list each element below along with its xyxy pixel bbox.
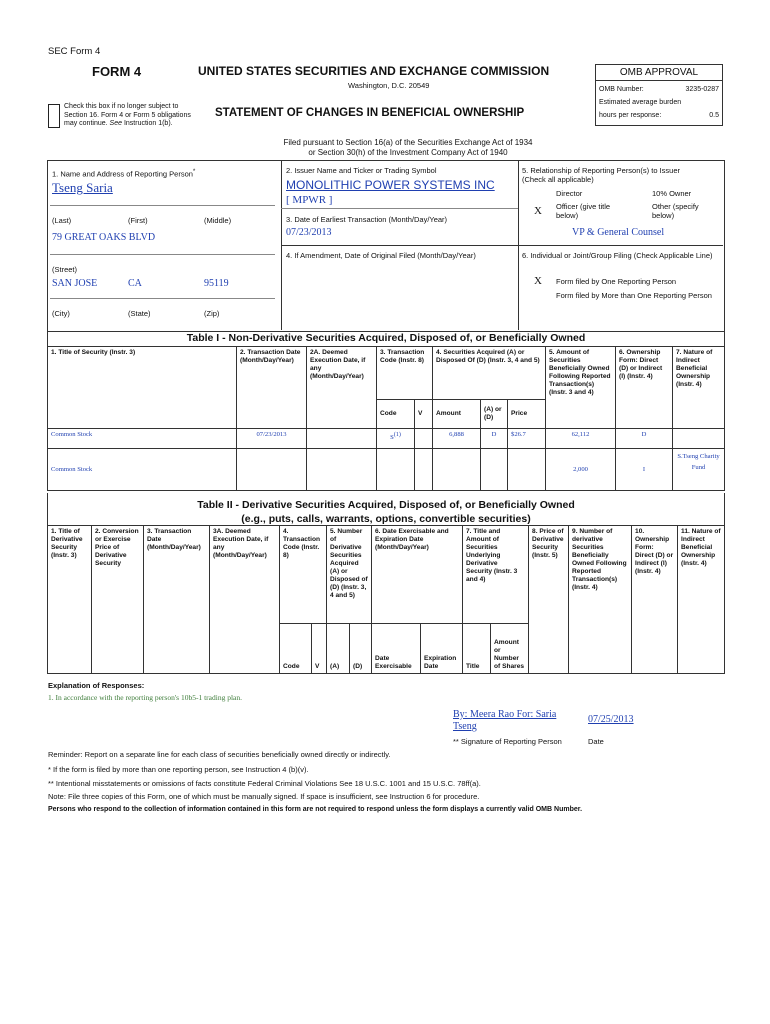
reminder-text: Reminder: Report on a separate line for each class of securities beneficially owned directly or indirectly. xyxy=(48,750,391,759)
footer-note-3: Note: File three copies of this Form, one of which must be manually signed. If space is insufficient, see Instruction 6 for procedure. xyxy=(48,792,480,801)
box1-label: 1. Name and Address of Reporting Person* xyxy=(52,168,196,179)
t1-row2-nature: S.Tseng Charity Fund xyxy=(673,449,725,491)
state-label: (State) xyxy=(128,309,151,318)
t1-header-owned: 5. Amount of Securities Beneficially Owned Following Reported Transaction(s) (Instr. 3 and 4) xyxy=(546,347,616,429)
date-label: Date xyxy=(588,737,604,746)
agency-title: UNITED STATES SECURITIES AND EXCHANGE COMMISSION xyxy=(198,64,550,78)
zip-label: (Zip) xyxy=(204,309,220,318)
street-value: 79 GREAT OAKS BLVD xyxy=(52,232,156,243)
table-row xyxy=(48,429,725,449)
t1-header-title: 1. Title of Security (Instr. 3) xyxy=(48,347,237,429)
t2-header-owned: 9. Number of derivative Securities Beneficially Owned Following Reported Transaction(s) (Instr. 4) xyxy=(569,526,632,674)
city-label: (City) xyxy=(52,309,70,318)
t1-row2-aord xyxy=(481,449,508,491)
middle-label: (Middle) xyxy=(204,216,232,225)
t1-row2-owned: 2,000 xyxy=(546,449,616,491)
t1-row1-code: $S^{(1)}$ xyxy=(377,429,415,449)
box2-label: 2. Issuer Name and Ticker or Trading Symbol xyxy=(286,166,437,175)
t1-row2-title: Common Stock xyxy=(48,449,237,491)
t1-subheader-aord: (A) or (D) xyxy=(481,400,508,429)
signature-label: ** Signature of Reporting Person xyxy=(453,737,562,746)
box5-label: 5. Relationship of Reporting Person(s) to Issuer (Check all applicable) xyxy=(522,166,680,184)
filed-pursuant: Filed pursuant to Section 16(a) of the Securities Exchange Act of 1934 or Section 30(h) of the Investment Company Act of 1940 xyxy=(283,138,533,157)
zip-value: 95119 xyxy=(204,278,229,289)
multiple-persons-label: Form filed by More than One Reporting Person xyxy=(556,291,712,300)
signature: By: Meera Rao For: Saria Tseng xyxy=(453,709,557,732)
t2-subheader-expiration: Expiration Date xyxy=(421,624,463,674)
t2-header-deemed: 3A. Deemed Execution Date, if any (Month/Day/Year) xyxy=(210,526,280,674)
table2 xyxy=(47,525,725,674)
no-longer-subject-checkbox[interactable] xyxy=(48,104,60,128)
state-value: CA xyxy=(128,278,142,289)
omb-number: 3235-0287 xyxy=(685,86,719,93)
t2-subheader-a: (A) xyxy=(327,624,350,674)
t1-subheader-v: V xyxy=(415,400,433,429)
t1-header-nature: 7. Nature of Indirect Beneficial Ownership (Instr. 4) xyxy=(673,347,725,429)
table-row xyxy=(48,449,725,491)
t1-row1-form: D xyxy=(616,429,673,449)
table2-title-bar xyxy=(47,493,725,526)
t1-subheader-amount: Amount xyxy=(433,400,481,429)
box6-label: 6. Individual or Joint/Group Filing (Check Applicable Line) xyxy=(522,251,713,260)
t2-header-conversion: 2. Conversion or Exercise Price of Derivative Security xyxy=(92,526,144,674)
omb-burden-label: Estimated average burden xyxy=(599,99,682,106)
signature-date: 07/25/2013 xyxy=(588,714,634,725)
t1-header-acquired: 4. Securities Acquired (A) or Disposed Of (D) (Instr. 3, 4 and 5) xyxy=(433,347,546,400)
one-person-label: Form filed by One Reporting Person xyxy=(556,277,677,286)
t2-header-exercisable: 6. Date Exercisable and Expiration Date (Month/Day/Year) xyxy=(372,526,463,624)
footer-note-1: * If the form is filed by more than one reporting person, see Instruction 4 (b)(v). xyxy=(48,765,309,774)
t2-subheader-v: V xyxy=(312,624,327,674)
explanation-label: Explanation of Responses: xyxy=(48,681,145,690)
t2-subheader-title: Title xyxy=(463,624,491,674)
t1-row2-price xyxy=(508,449,546,491)
t2-header-date: 3. Transaction Date (Month/Day/Year) xyxy=(144,526,210,674)
first-label: (First) xyxy=(128,216,148,225)
omb-title: OMB APPROVAL xyxy=(596,65,722,81)
omb-number-label: OMB Number: xyxy=(599,86,644,93)
t1-row2-amount xyxy=(433,449,481,491)
issuer-name[interactable]: MONOLITHIC POWER SYSTEMS INC xyxy=(286,178,495,192)
t2-subheader-amount: Amount or Number of Shares xyxy=(491,624,529,674)
t1-row1-date: 07/23/2013 xyxy=(237,429,307,449)
street-label: (Street) xyxy=(52,265,78,274)
t1-header-date: 2. Transaction Date (Month/Day/Year) xyxy=(237,347,307,429)
t1-header-code: 3. Transaction Code (Instr. 8) xyxy=(377,347,433,400)
footnote-1: 1. In accordance with the reporting person's 10b5-1 trading plan. xyxy=(48,693,243,702)
t1-row2-code xyxy=(377,449,415,491)
table1-title-bar xyxy=(47,330,725,347)
officer-title: VP & General Counsel xyxy=(572,227,665,238)
omb-hours: 0.5 xyxy=(709,112,719,119)
t1-header-form: 6. Ownership Form: Direct (D) or Indirect (I) (Instr. 4) xyxy=(616,347,673,429)
t2-header-form: 10. Ownership Form: Direct (D) or Indirect (I) (Instr. 4) xyxy=(632,526,678,674)
t2-subheader-date-exercisable: Date Exercisable xyxy=(372,624,421,674)
t1-row1-nature xyxy=(673,429,725,449)
t1-row1-aord: D xyxy=(481,429,508,449)
t2-header-underlying: 7. Title and Amount of Securities Underlying Derivative Security (Instr. 3 and 4) xyxy=(463,526,529,624)
table2-title: Table II - Derivative Securities Acquired, Disposed of, or Beneficially Owned (e.g., puts, calls, warrants, options, convertible securities) xyxy=(197,499,575,525)
t2-header-title: 1. Title of Derivative Security (Instr. 3) xyxy=(48,526,92,674)
one-person-checkmark: X xyxy=(534,275,542,287)
box4-label: 4. If Amendment, Date of Original Filed (Month/Day/Year) xyxy=(286,251,476,260)
t2-subheader-d: (D) xyxy=(350,624,372,674)
ten-pct-owner-label: 10% Owner xyxy=(652,189,692,198)
t1-row2-form: I xyxy=(616,449,673,491)
omb-hours-label: hours per response: xyxy=(599,112,662,119)
t2-subheader-code: Code xyxy=(280,624,312,674)
t1-subheader-code: Code xyxy=(377,400,415,429)
officer-label: Officer (give title below) xyxy=(556,202,611,220)
form-title: FORM 4 xyxy=(92,64,142,79)
t1-row2-v xyxy=(415,449,433,491)
t1-header-deemed: 2A. Deemed Execution Date, if any (Month/Day/Year) xyxy=(307,347,377,429)
omb-box xyxy=(595,64,723,126)
t1-subheader-price: Price xyxy=(508,400,546,429)
t1-row1-v xyxy=(415,429,433,449)
t1-row1-title: Common Stock xyxy=(48,429,237,449)
table1 xyxy=(47,346,725,491)
footer-note-4: Persons who respond to the collection of information contained in this form are not required to respond unless the form displays a currently valid OMB Number. xyxy=(48,806,583,813)
ticker-symbol: [ MPWR ] xyxy=(286,194,333,206)
other-label: Other (specify below) xyxy=(652,202,699,220)
t1-row1-owned: 62,112 xyxy=(546,429,616,449)
t2-header-code: 4. Transaction Code (Instr. 8) xyxy=(280,526,327,624)
earliest-transaction-date: 07/23/2013 xyxy=(286,227,332,238)
table1-title: Table I - Non-Derivative Securities Acquired, Disposed of, or Beneficially Owned xyxy=(186,332,586,344)
box3-label: 3. Date of Earliest Transaction (Month/Day/Year) xyxy=(286,215,448,224)
t2-header-price: 8. Price of Derivative Security (Instr. 5) xyxy=(529,526,569,674)
t1-row2-deemed xyxy=(307,449,377,491)
city-value: SAN JOSE xyxy=(52,278,98,289)
form-label: SEC Form 4 xyxy=(48,46,101,57)
director-label: Director xyxy=(556,189,583,198)
agency-city: Washington, D.C. 20549 xyxy=(348,81,430,90)
t1-row1-amount: 6,888 xyxy=(433,429,481,449)
officer-checkmark: X xyxy=(534,205,542,217)
t1-row1-deemed xyxy=(307,429,377,449)
footer-note-2: ** Intentional misstatements or omissions of facts constitute Federal Criminal Violations See 18 U.S.C. 1001 and 15 U.S.C. 78ff(a). xyxy=(48,779,481,788)
t2-header-number: 5. Number of Derivative Securities Acquired (A) or Disposed of (D) (Instr. 3, 4 and 5) xyxy=(327,526,372,624)
t1-row2-date xyxy=(237,449,307,491)
checkbox-instruction: Check this box if no longer subject to Section 16. Form 4 or Form 5 obligations may continue. See Instruction 1(b). xyxy=(64,103,191,127)
t1-row1-price: $26.7 xyxy=(508,429,546,449)
reporting-person-name[interactable]: Tseng Saria xyxy=(52,180,113,195)
statement-title: STATEMENT OF CHANGES IN BENEFICIAL OWNERSHIP xyxy=(215,107,525,119)
t2-header-nature: 11. Nature of Indirect Beneficial Ownership (Instr. 4) xyxy=(678,526,725,674)
last-label: (Last) xyxy=(52,216,72,225)
